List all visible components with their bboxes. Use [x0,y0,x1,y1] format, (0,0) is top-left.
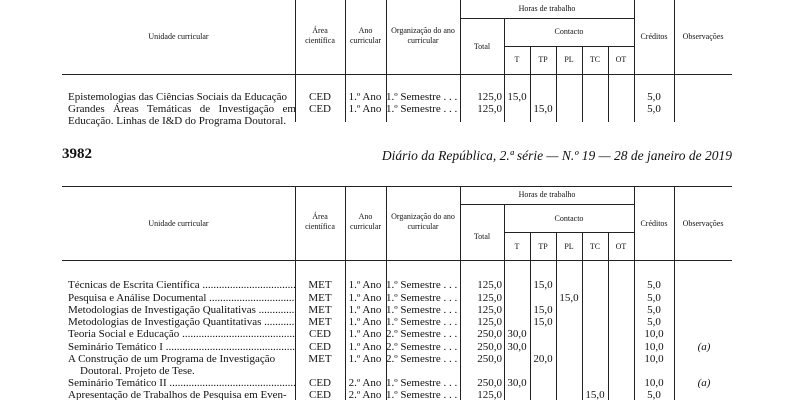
course-name: A Construção de um Programa de Investigação [68,353,276,365]
course-credits: 10,0 [644,377,664,389]
course-tc-hours: 15,0 [585,389,605,400]
header-ano [345,26,386,46]
course-semester: 2.º Semestre . . . [386,328,458,340]
course-area: MET [308,304,332,316]
course-name: Pesquisa e Análise Documental ..... [68,292,296,305]
header-ano-line1: Ano [358,212,373,221]
course-t-hours: 30,0 [507,328,527,340]
course-name: Apresentação de Trabalhos de Pesquisa em Even- [68,389,287,400]
header-ot: OT [615,55,627,64]
course-tp-hours: 15,0 [533,103,553,115]
course-total-hours: 125,0 [477,316,502,328]
course-credits: 10,0 [644,328,664,340]
course-total-hours: 125,0 [477,304,502,316]
header-tp: TP [538,55,548,64]
course-tp-hours: 15,0 [533,316,553,328]
course-t-hours: 30,0 [507,377,527,389]
course-year: 1.º Ano [348,316,382,328]
course-total-hours: 125,0 [477,103,502,115]
course-name: Metodologias de Investigação Quantitativas ..... [68,316,296,329]
course-area: MET [308,316,332,328]
header-total: Total [473,42,491,51]
course-year: 1.º Ano [348,279,382,291]
course-semester: 1.º Semestre . . . [386,304,458,316]
course-year: 1.º Ano [348,103,382,115]
course-name-continuation: Doutoral. Projeto de Tese. [80,365,195,377]
header-org-line1: Organização do ano [391,212,455,221]
header-area-line1: Área [312,26,328,35]
course-total-hours: 125,0 [477,292,502,304]
header-area [295,212,345,232]
header-ot: OT [615,242,627,251]
course-name: Seminário Temático II ..... [68,377,296,390]
course-t-hours: 15,0 [507,91,527,103]
course-name: Grandes Áreas Temáticas de Investigação em Educação. Linhas de I&D do Programa Doutoral. [68,103,296,127]
course-year: 1.º Ano [348,292,382,304]
header-organizacao [386,26,460,46]
course-tp-hours: 20,0 [533,353,553,365]
course-observation: (a) [697,377,711,389]
course-area: MET [308,353,332,365]
header-area-line2: científica [305,36,335,45]
course-name: Teoria Social e Educação ..... [68,328,296,341]
journal-title: Diário da República, 2.ª série — N.º 19 — 28 de janeiro de 2019 [381,148,732,163]
course-year: 1.º Ano [348,341,382,353]
course-semester: 1.º Semestre . . . [386,91,458,103]
course-name: Epistemologias das Ciências Sociais da Educação [68,91,288,103]
course-semester: 1.º Semestre . . . [386,316,458,328]
course-total-hours: 250,0 [477,353,502,365]
course-pl-hours: 15,0 [559,292,579,304]
course-area: CED [309,377,331,389]
course-credits: 5,0 [647,316,661,328]
header-org-line1: Organização do ano [391,26,455,35]
header-tp: TP [538,242,548,251]
course-credits: 5,0 [647,304,661,316]
course-area: MET [308,292,332,304]
header-tc: TC [589,55,601,64]
header-org-line2: curricular [407,36,439,45]
header-ano [345,212,386,232]
course-area: CED [309,389,331,400]
course-semester: 1.º Semestre . . . [386,279,458,291]
course-credits: 10,0 [644,353,664,365]
header-horas: Horas de trabalho [518,190,576,199]
header-area [295,26,345,46]
course-tp-hours: 15,0 [533,279,553,291]
course-area: CED [309,341,331,353]
course-name: Seminário Temático I ..... [68,341,296,354]
course-total-hours: 125,0 [477,91,502,103]
course-credits: 5,0 [647,292,661,304]
course-semester: 1.º Semestre . . . [386,389,458,400]
header-pl: PL [564,242,574,251]
course-year: 2.º Ano [348,389,382,400]
header-ano-line1: Ano [358,26,373,35]
course-total-hours: 250,0 [477,328,502,340]
course-credits: 10,0 [644,341,664,353]
course-name: Técnicas de Escrita Científica ..... [68,279,296,292]
course-t-hours: 30,0 [507,341,527,353]
header-area-line1: Área [312,212,328,221]
course-credits: 5,0 [647,279,661,291]
course-observation: (a) [697,341,711,353]
header-pl: PL [564,55,574,64]
header-unidade: Unidade curricular [148,32,209,41]
header-t: T [514,55,520,64]
header-horas: Horas de trabalho [518,4,576,13]
course-credits: 5,0 [647,91,661,103]
course-name: Metodologias de Investigação Qualitativas ..... [68,304,296,317]
course-tp-hours: 15,0 [533,304,553,316]
course-semester: 1.º Semestre . . . [386,377,458,389]
course-year: 1.º Ano [348,328,382,340]
header-total: Total [473,232,491,241]
course-year: 1.º Ano [348,353,382,365]
course-total-hours: 250,0 [477,341,502,353]
course-total-hours: 125,0 [477,389,502,400]
course-area: CED [309,91,331,103]
course-year: 1.º Ano [348,304,382,316]
course-semester: 2.º Semestre . . . [386,353,458,365]
course-total-hours: 250,0 [477,377,502,389]
course-area: CED [309,103,331,115]
header-t: T [514,242,520,251]
header-tc: TC [589,242,601,251]
header-creditos: Créditos [640,32,668,41]
course-semester: 1.º Semestre . . . [386,292,458,304]
header-observacoes: Observações [682,219,724,228]
course-credits: 5,0 [647,389,661,400]
course-area: CED [309,328,331,340]
header-contacto: Contacto [554,27,584,36]
header-area-line2: científica [305,222,335,231]
header-observacoes: Observações [682,32,724,41]
header-creditos: Créditos [640,219,668,228]
header-contacto: Contacto [554,214,584,223]
page-number: 3982 [62,146,92,162]
course-total-hours: 125,0 [477,279,502,291]
course-year: 2.º Ano [348,377,382,389]
page-header [62,146,732,164]
course-credits: 5,0 [647,103,661,115]
course-area: MET [308,279,332,291]
course-semester: 1.º Semestre . . . [386,103,458,115]
header-org-line2: curricular [407,222,439,231]
course-year: 1.º Ano [348,91,382,103]
course-semester: 2.º Semestre . . . [386,341,458,353]
header-organizacao [386,212,460,232]
header-ano-line2: curricular [349,222,382,231]
header-ano-line2: curricular [349,36,382,45]
header-unidade: Unidade curricular [148,219,209,228]
